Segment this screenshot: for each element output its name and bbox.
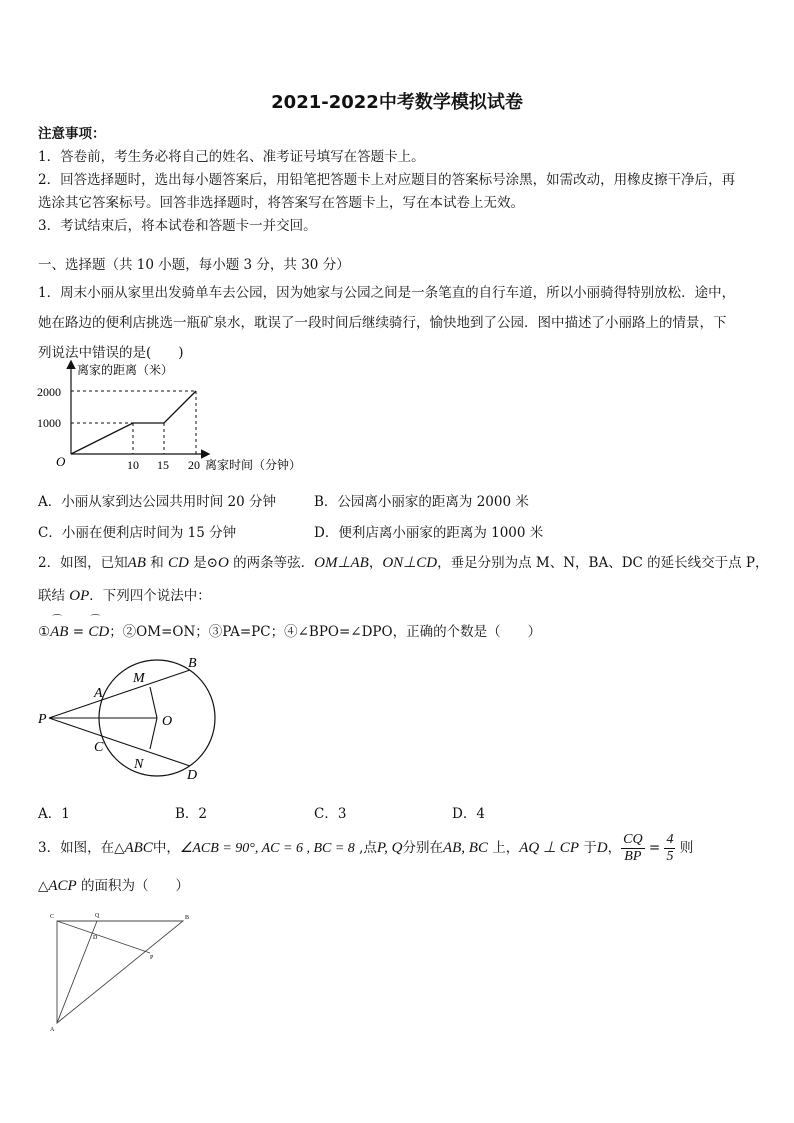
fraction-cq-bp: $\frac{CQ}{BP}$ xyxy=(623,832,643,864)
ytick-1000: 1000 xyxy=(37,416,61,430)
page-title: 2021-2022中考数学模拟试卷 xyxy=(271,92,523,113)
q3-line-1: 3．如图，在△ABC中，∠ACB = 90°, AC = 6 , BC = 8 ,点P, Q分别在AB, BC 上，AQ ⊥ CP 于D， $\frac{CQ}{BP}$ = $\frac{4}{5}$ 则 xyxy=(38,832,694,864)
q1-figure xyxy=(30,356,330,478)
xtick-15: 15 xyxy=(157,458,169,472)
q1-option-c: C．小丽在便利店时间为 15 分钟 xyxy=(38,525,237,541)
xtick-20: 20 xyxy=(188,458,200,472)
label-b: B xyxy=(185,915,190,921)
segment-aq xyxy=(57,921,97,1023)
xtick-10: 10 xyxy=(127,458,139,472)
q1-option-b: B．公园离小丽家的距离为 2000 米 xyxy=(314,494,529,510)
notice-item-2: 2．回答选择题时，选出每小题答案后，用铅笔把答题卡上对应题目的答案标号涂黑，如需改动，用橡皮擦干净后，再 xyxy=(38,172,736,188)
label-q: Q xyxy=(95,913,100,919)
notice-heading: 注意事项： xyxy=(38,126,106,142)
notice-item-1: 1．答卷前，考生务必将自己的姓名、准考证号填写在答题卡上。 xyxy=(38,149,425,165)
label-a: A xyxy=(94,686,103,701)
q1-line-1: 1．周末小丽从家里出发骑单车去公园，因为她家与公园之间是一条笔直的自行车道，所以小丽骑得特别放松．途中， xyxy=(38,285,736,301)
q3-line-2: △ACP 的面积为（ ） xyxy=(38,878,190,894)
label-d: D xyxy=(187,768,198,783)
segment-cp xyxy=(57,921,150,953)
triangle-abc xyxy=(57,921,183,1023)
q3-figure xyxy=(40,908,200,1034)
label-c: C xyxy=(94,740,104,755)
q2-statements: ①⌒ AB = ⌒ CD；②OM=ON；③PA=PC；④∠BPO=∠DPO，正确的个数是（ ） xyxy=(38,620,541,641)
fraction-4-5: $\frac{4}{5}$ xyxy=(666,832,674,864)
ytick-2000: 2000 xyxy=(37,385,61,399)
origin-label: O xyxy=(56,454,66,469)
q2-option-c: C．3 xyxy=(314,806,347,822)
notice-item-3: 3．考试结束后，将本试卷和答题卡一并交回。 xyxy=(38,218,317,234)
line-pb xyxy=(49,670,190,718)
label-p: P xyxy=(150,955,154,961)
q1-line-2: 她在路边的便利店挑选一瓶矿泉水，耽误了一段时间后继续骑行，愉快地到了公园．图中描述了小丽路上的情景，下 xyxy=(38,315,727,331)
q2-line-1: 2．如图，已知AB 和 CD 是⊙O 的两条等弦．OM⊥AB，ON⊥CD，垂足分别为点 M、N，BA、DC 的延长线交于点 P， xyxy=(38,555,769,571)
section-heading: 一、选择题（共 10 小题，每小题 3 分，共 30 分） xyxy=(38,257,350,273)
q2-option-d: D．4 xyxy=(452,806,485,822)
label-c: C xyxy=(50,914,55,920)
q1-option-a: A．小丽从家到达公园共用时间 20 分钟 xyxy=(38,494,277,510)
segment-on xyxy=(150,718,157,749)
label-o: O xyxy=(162,714,173,729)
q2-figure xyxy=(30,652,230,784)
label-m: M xyxy=(133,671,145,686)
label-b: B xyxy=(188,656,197,671)
label-d: D xyxy=(93,935,98,941)
x-axis-label: 离家时间（分钟） xyxy=(205,458,302,472)
notice-item-2-cont: 选涂其它答案标号。回答非选择题时，将答案写在答题卡上，写在本试卷上无效。 xyxy=(38,195,524,211)
y-axis-label: 离家的距离（米） xyxy=(77,363,174,377)
label-n: N xyxy=(134,757,144,772)
q1-option-d: D．便利店离小丽家的距离为 1000 米 xyxy=(314,525,544,541)
segment-om xyxy=(150,687,157,718)
label-a: A xyxy=(50,1027,55,1033)
label-p: P xyxy=(38,712,47,727)
q2-line-2: 联结 OP．下列四个说法中： xyxy=(38,588,211,604)
q2-option-b: B．2 xyxy=(175,806,208,822)
q1-line-3: 列说法中错误的是( ) xyxy=(38,345,184,361)
q2-option-a: A．1 xyxy=(38,806,70,822)
